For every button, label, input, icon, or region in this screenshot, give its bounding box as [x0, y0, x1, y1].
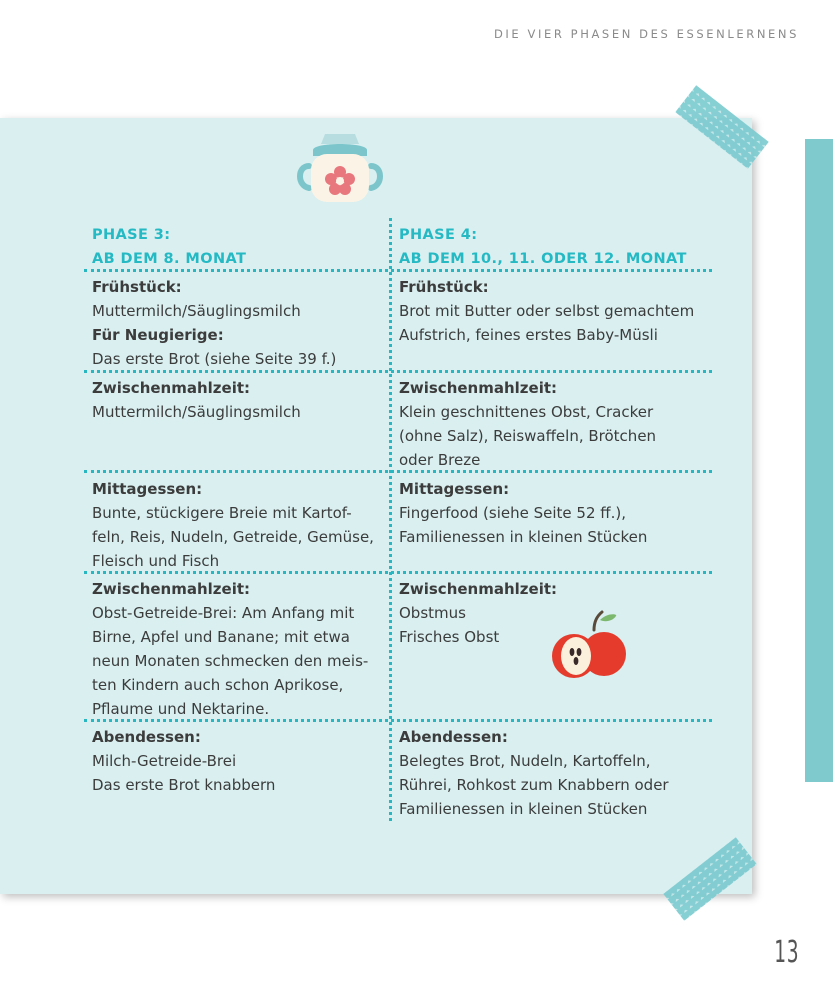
meal-label: Frühstück:: [92, 278, 182, 296]
phase-4-lunch: [399, 477, 729, 549]
row-divider: [84, 269, 712, 272]
phase-3-lunch: [92, 477, 384, 573]
meal-text: Brot mit Butter oder selbst gemachtem Aufstrich, feines erstes Baby-Müsli: [399, 302, 695, 344]
meal-text: Obst-Getreide-Brei: Am Anfang mit Birne, Apfel und Banane; mit etwa neun Monaten schmecken den meis- ten Kindern auch schon Aprikose, Pflaume und Nektarine.: [92, 604, 369, 718]
phase-4-header: [399, 223, 687, 271]
phase-4-subtitle: AB DEM 10., 11. ODER 12. MONAT: [399, 251, 687, 267]
page-number: 13: [774, 935, 799, 970]
phase-4-breakfast: [399, 275, 729, 347]
meal-label: Zwischenmahlzeit:: [92, 580, 251, 598]
column-divider: [389, 218, 392, 821]
meal-label: Für Neugierige:: [92, 326, 224, 344]
meal-label: Abendessen:: [399, 728, 508, 746]
meal-text: Klein geschnittenes Obst, Cracker (ohne Salz), Reiswaffeln, Brötchen oder Breze: [399, 403, 657, 469]
meal-label: Mittagessen:: [92, 480, 203, 498]
meal-label: Zwischenmahlzeit:: [92, 379, 251, 397]
meal-text: Obstmus Frisches Obst: [399, 604, 500, 646]
meal-text: Fingerfood (siehe Seite 52 ff.), Familienessen in kleinen Stücken: [399, 504, 648, 546]
running-head: DIE VIER PHASEN DES ESSENLERNENS: [493, 27, 799, 41]
phase-4-title: PHASE 4:: [399, 227, 478, 243]
phase-3-header: [92, 223, 246, 271]
meal-text: Muttermilch/Säuglingsmilch: [92, 302, 301, 320]
meal-label: Frühstück:: [399, 278, 489, 296]
phase-3-snack-afternoon: [92, 577, 384, 721]
meal-text: Belegtes Brot, Nudeln, Kartoffeln, Rührei, Rohkost zum Knabbern oder Familienessen in kleinen Stücken: [399, 752, 669, 818]
meal-text: Das erste Brot (siehe Seite 39 f.): [92, 350, 337, 368]
phase-3-subtitle: AB DEM 8. MONAT: [92, 251, 247, 267]
meal-text: Bunte, stückigere Breie mit Kartof- feln, Reis, Nudeln, Getreide, Gemüse, Fleisch und Fisch: [92, 504, 374, 570]
phase-3-dinner: [92, 725, 384, 797]
phase-3-snack-morning: [92, 376, 384, 424]
side-tab: [805, 139, 833, 782]
meal-text: Muttermilch/Säuglingsmilch: [92, 403, 301, 421]
sippy-cup-icon: [295, 128, 385, 210]
meal-label: Zwischenmahlzeit:: [399, 379, 558, 397]
phase-4-snack-morning: [399, 376, 729, 472]
meal-label: Abendessen:: [92, 728, 201, 746]
phase-4-dinner: [399, 725, 729, 821]
meal-label: Zwischenmahlzeit:: [399, 580, 558, 598]
phase-3-title: PHASE 3:: [92, 227, 171, 243]
phase-4-snack-afternoon: [399, 577, 729, 649]
phase-3-breakfast: [92, 275, 384, 371]
meal-label: Mittagessen:: [399, 480, 510, 498]
meal-text: Milch-Getreide-Brei Das erste Brot knabbern: [92, 752, 276, 794]
